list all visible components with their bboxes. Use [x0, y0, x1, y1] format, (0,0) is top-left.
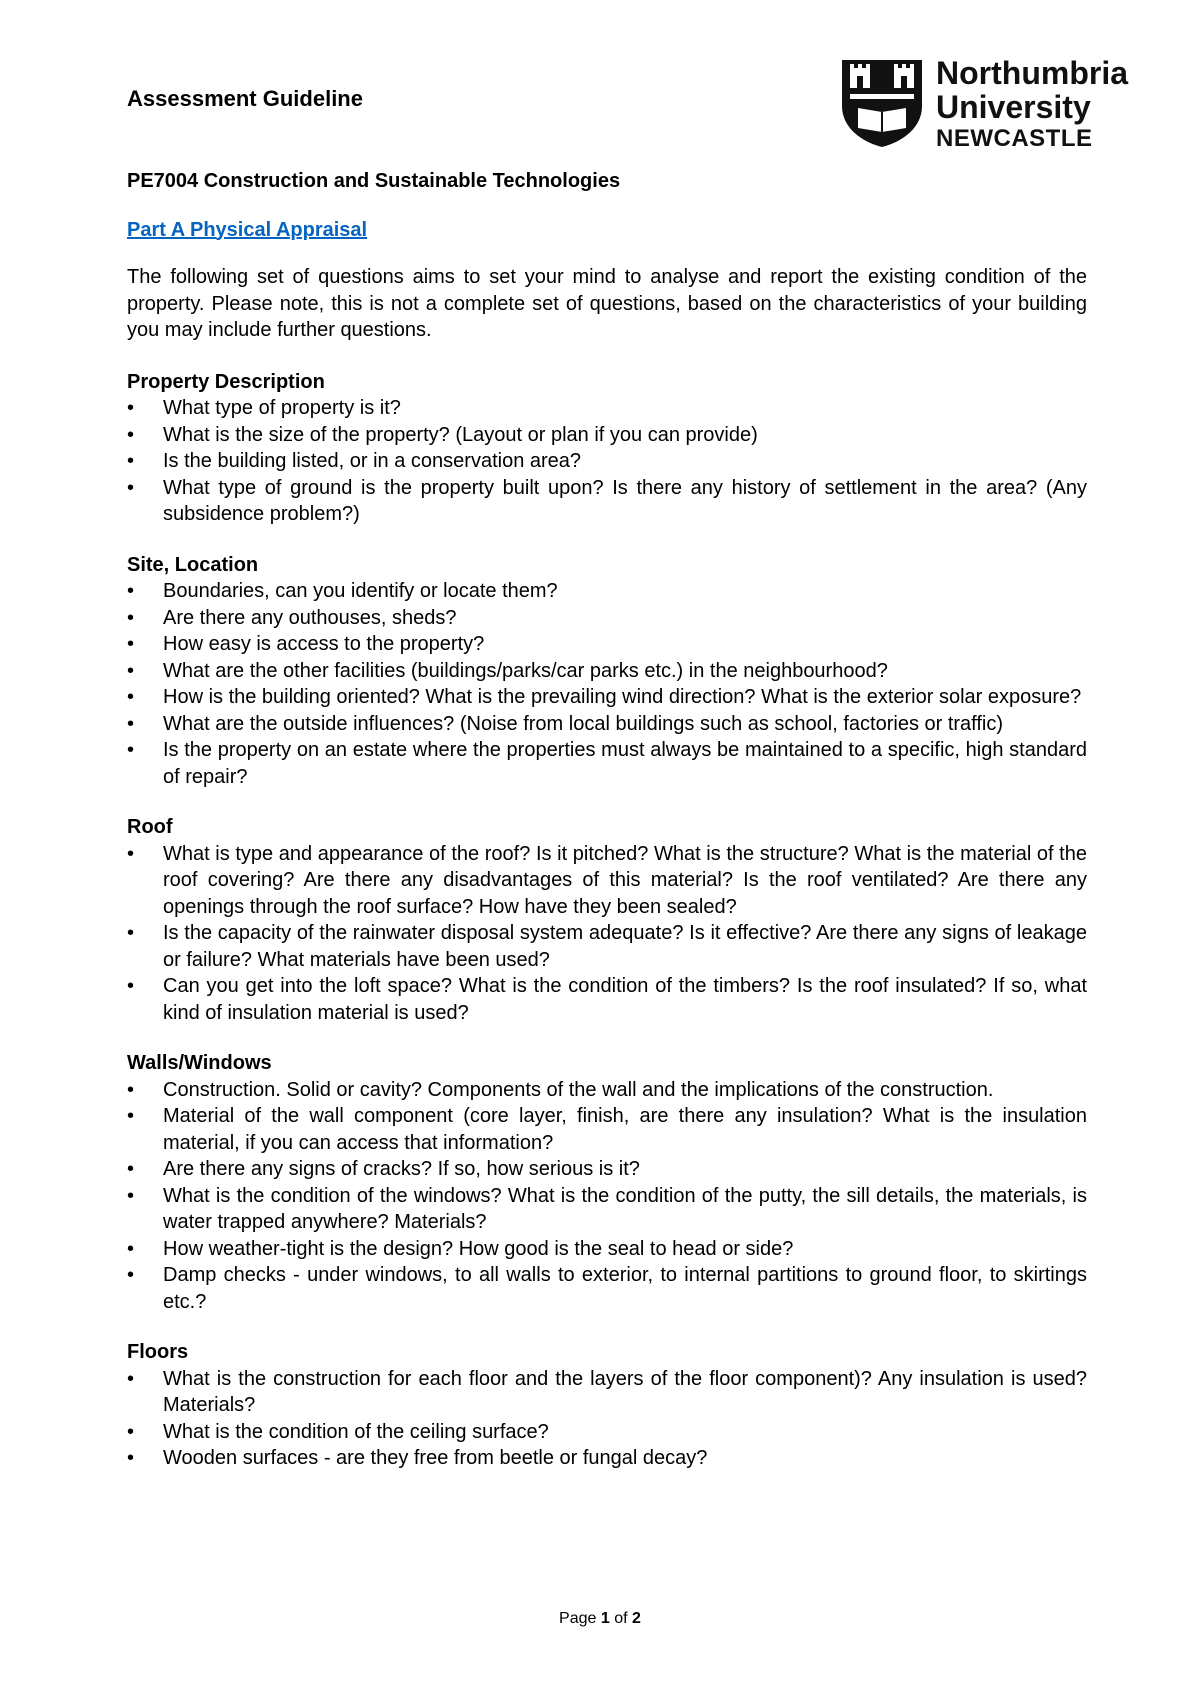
section-heading: Walls/Windows [127, 1052, 272, 1074]
list-item: • What are the outside influences? (Noise from local buildings such as school, factories or traffic) [127, 711, 1087, 738]
section-site-location [127, 552, 1087, 791]
logo-line-northumbria: Northumbria [936, 55, 1128, 91]
logo-line-university: University [936, 89, 1091, 125]
intro-paragraph: The following set of questions aims to set your mind to analyse and report the existing condition of the property. Please note, this is not a complete set of questions, based on the characteristics of your building you may include further questions. [127, 266, 1087, 341]
bullet-list [127, 395, 1087, 528]
section-roof [127, 814, 1087, 1026]
list-item: • Construction. Solid or cavity? Components of the wall and the implications of the construction. [127, 1077, 1087, 1104]
university-logo [840, 56, 1140, 156]
bullet-list [127, 578, 1087, 790]
section-heading: Floors [127, 1341, 189, 1363]
course-title: PE7004 Construction and Sustainable Technologies [127, 170, 621, 192]
part-a-link[interactable]: Part A Physical Appraisal [127, 218, 368, 241]
of-word: of [614, 1610, 628, 1627]
list-item: • What is the construction for each floor and the layers of the floor component)? Any insulation is used? Materials? [127, 1366, 1087, 1419]
list-item: • Is the property on an estate where the properties must always be maintained to a specific, high standard of repair? [127, 737, 1087, 790]
section-heading: Property Description [127, 370, 325, 393]
list-item: • Is the building listed, or in a conservation area? [127, 448, 1087, 475]
section-property-description [127, 369, 1087, 528]
list-item: • Boundaries, can you identify or locate them? [127, 578, 1087, 605]
list-item: • Wooden surfaces - are they free from beetle or fungal decay? [127, 1445, 1087, 1472]
bullet-list [127, 841, 1087, 1027]
list-item: • What are the other facilities (buildings/parks/car parks etc.) in the neighbourhood? [127, 658, 1087, 685]
list-item: • Are there any outhouses, sheds? [127, 605, 1087, 632]
bullet-list [127, 1077, 1087, 1316]
list-item: • Are there any signs of cracks? If so, how serious is it? [127, 1156, 1087, 1183]
section-heading: Roof [127, 816, 173, 838]
list-item: • How is the building oriented? What is the prevailing wind direction? What is the exterior solar exposure? [127, 684, 1087, 711]
list-item: • What type of ground is the property built upon? Is there any history of settlement in the area? (Any subsidence problem?) [127, 475, 1087, 528]
bullet-list [127, 1366, 1087, 1472]
page-word: Page [559, 1610, 597, 1627]
page-number: 1 [600, 1610, 610, 1627]
page-total: 2 [632, 1610, 641, 1627]
list-item: • What type of property is it? [127, 395, 1087, 422]
list-item: • How easy is access to the property? [127, 631, 1087, 658]
section-walls-windows [127, 1050, 1087, 1315]
crest-icon [840, 56, 924, 148]
list-item: • Can you get into the loft space? What is the condition of the timbers? Is the roof insulated? If so, what kind of insulation material is used? [127, 973, 1087, 1026]
list-item: • Is the capacity of the rainwater disposal system adequate? Is it effective? Are there any signs of leakage or failure? What materials have been used? [127, 920, 1087, 973]
section-heading: Site, Location [127, 553, 259, 576]
list-item: • What is the condition of the ceiling surface? [127, 1419, 1087, 1446]
list-item: • How weather-tight is the design? How good is the seal to head or side? [127, 1236, 1087, 1263]
list-item: • What is type and appearance of the roof? Is it pitched? What is the structure? What is the material of the roof covering? Are there any disadvantages of this material? Is the roof ventilated? Are there any openings through the roof surface? How have they been sealed? [127, 841, 1087, 921]
list-item: • What is the condition of the windows? What is the condition of the putty, the sill details, the materials, is water trapped anywhere? Materials? [127, 1183, 1087, 1236]
section-floors [127, 1339, 1087, 1472]
logo-line-newcastle: NEWCASTLE [936, 125, 1093, 152]
list-item: • Damp checks - under windows, to all walls to exterior, to internal partitions to ground floor, to skirtings etc.? [127, 1262, 1087, 1315]
document-body [127, 168, 1087, 1496]
list-item: • What is the size of the property? (Layout or plan if you can provide) [127, 422, 1087, 449]
document-title: Assessment Guideline [127, 86, 363, 111]
list-item: • Material of the wall component (core layer, finish, are there any insulation? What is the insulation material, if you can access that information? [127, 1103, 1087, 1156]
page-footer [0, 1610, 1200, 1628]
